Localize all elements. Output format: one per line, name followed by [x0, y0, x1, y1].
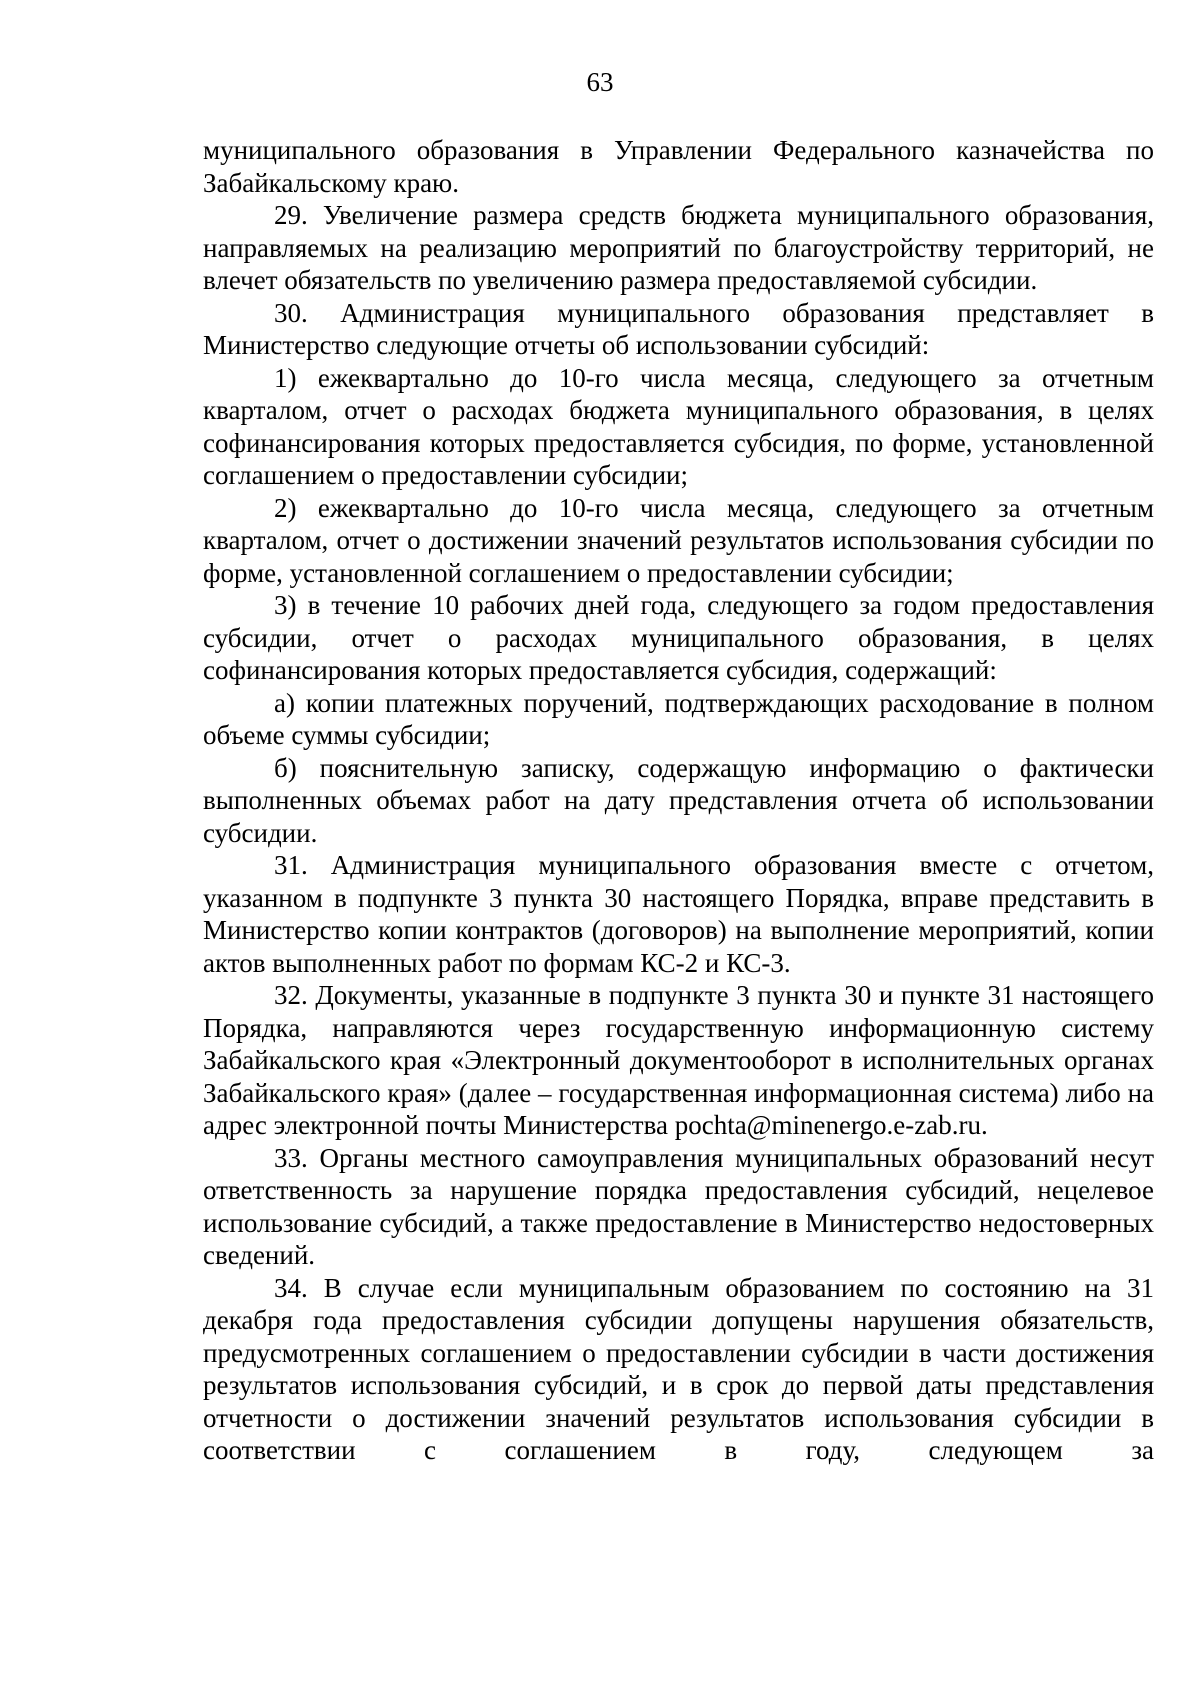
paragraph-34: 34. В случае если муниципальным образованием по состоянию на 31 декабря года предоставления субсидии допущены нарушения обязательств, предусмотренных соглашением о предоставлении субсидии в части достижения результатов использования субсидий, и в срок до первой даты представления отчетности о достижении значений результатов использования субсидии в соответствии с соглашением в году, следующем за — [203, 1272, 1154, 1465]
paragraph-30-item-3a: а) копии платежных поручений, подтверждающих расходование в полном объеме суммы субсидии; — [203, 687, 1154, 750]
paragraph-continuation: муниципального образования в Управлении Федерального казначейства по Забайкальскому краю. — [203, 135, 1154, 198]
document-body — [203, 134, 1154, 1467]
paragraph-30-item-1: 1) ежеквартально до 10-го числа месяца, следующего за отчетным кварталом, отчет о расходах бюджета муниципального образования, в целях софинансирования которых предоставляется субсидия, по форме, установленной соглашением о предоставлении субсидии; — [203, 362, 1154, 490]
paragraph-29: 29. Увеличение размера средств бюджета муниципального образования, направляемых на реализацию мероприятий по благоустройству территорий, не влечет обязательств по увеличению размера предоставляемой субсидии. — [203, 200, 1154, 295]
paragraph-33: 33. Органы местного самоуправления муниципальных образований несут ответственность за нарушение порядка предоставления субсидий, нецелевое использование субсидий, а также предоставление в Министерство недостоверных сведений. — [203, 1142, 1154, 1270]
page-number: 63 — [586, 67, 614, 97]
paragraph-31: 31. Администрация муниципального образования вместе с отчетом, указанном в подпункте 3 пункта 30 настоящего Порядка, вправе представить в Министерство копии контрактов (договоров) на выполнение мероприятий, копии актов выполненных работ по формам КС-2 и КС-3. — [203, 850, 1154, 978]
paragraph-30: 30. Администрация муниципального образования представляет в Министерство следующие отчеты об использовании субсидий: — [203, 297, 1154, 360]
paragraph-32: 32. Документы, указанные в подпункте 3 пункта 30 и пункте 31 настоящего Порядка, направляются через государственную информационную систему Забайкальского края «Электронный документооборот в исполнительных органах Забайкальского края» (далее – государственная информационная система) либо на адрес электронной почты Министерства pochta@minenergo.e-zab.ru. — [203, 980, 1154, 1140]
paragraph-30-item-3b: б) пояснительную записку, содержащую информацию о фактически выполненных объемах работ на дату представления отчета об использовании субсидии. — [203, 752, 1154, 848]
paragraph-30-item-2: 2) ежеквартально до 10-го числа месяца, следующего за отчетным кварталом, отчет о достижении значений результатов использования субсидии по форме, установленной соглашением о предоставлении субсидии; — [203, 492, 1154, 588]
paragraph-30-item-3: 3) в течение 10 рабочих дней года, следующего за годом предоставления субсидии, отчет о расходах муниципального образования, в целях софинансирования которых предоставляется субсидия, содержащий: — [203, 590, 1154, 685]
